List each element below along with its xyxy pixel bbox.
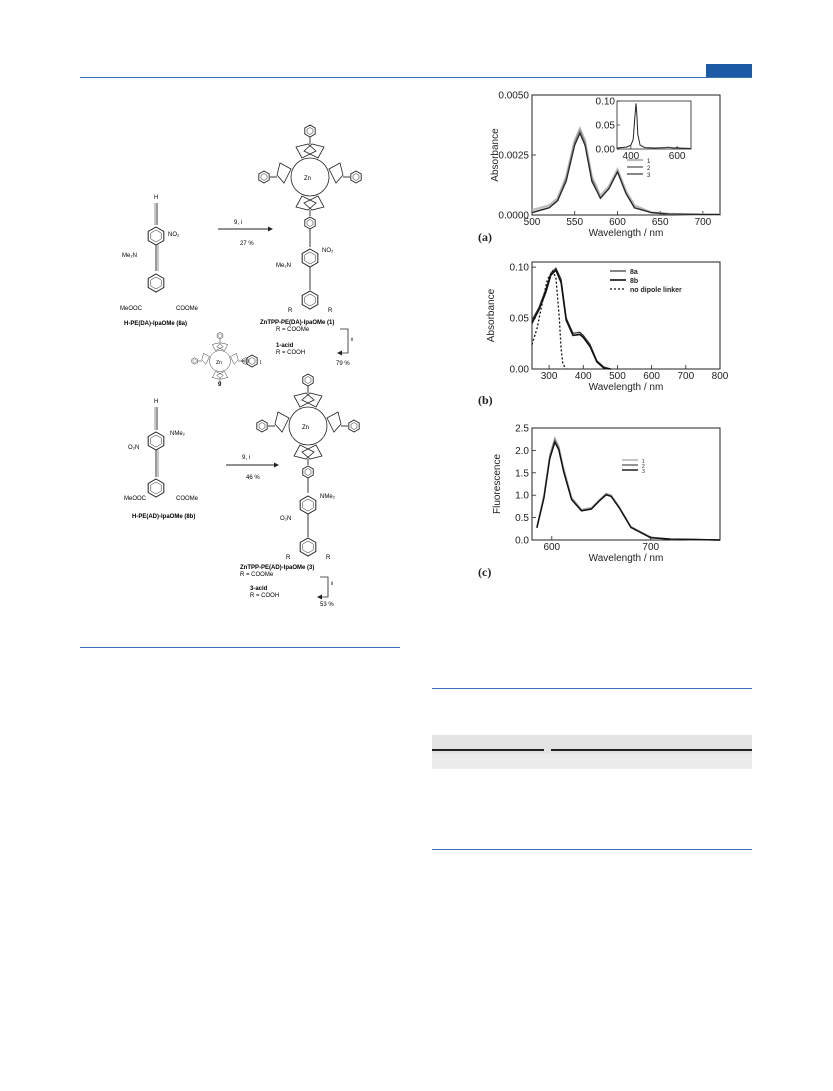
x-tick-label: 700 <box>694 217 712 228</box>
x-tick-label: 650 <box>651 217 669 228</box>
x-tick-label: 700 <box>642 542 660 553</box>
label-8a: H-PE(DA)-IpaOMe (8a) <box>124 321 188 327</box>
y-axis-label: Absorbance <box>486 288 497 343</box>
group-o2n: O₂N <box>128 445 140 451</box>
y-tick-label: 0.0000 <box>498 210 529 222</box>
legend-label: 8a <box>630 269 638 276</box>
x-tick-label: 400 <box>574 371 592 382</box>
table-top-rule <box>432 688 752 689</box>
group-o2n-p3: O₂N <box>280 516 292 522</box>
label-3-acid-r: R = COOH <box>250 593 280 599</box>
y-tick-label: 2.0 <box>515 445 529 457</box>
y-tick-label: 0.0050 <box>498 90 529 102</box>
y-tick-label: 0.0 <box>515 535 529 547</box>
group-r-4: R <box>326 555 331 561</box>
group-r-3: R <box>286 555 291 561</box>
table-header-rule-1 <box>432 749 544 751</box>
group-no2: NO₂ <box>168 232 180 238</box>
group-r-1: R <box>288 308 293 314</box>
panel-label-c: (c) <box>478 565 492 579</box>
x-tick-label: 500 <box>523 217 541 228</box>
label-3-r: R = COOMe <box>240 572 274 578</box>
group-r-2: R <box>328 308 333 314</box>
absorbance-chart-b <box>470 252 730 397</box>
table-header-rule-2 <box>551 749 752 751</box>
compound-8a <box>120 195 199 327</box>
y-tick-label: 0.5 <box>515 513 529 525</box>
step-ii-arrow-2 <box>250 577 334 608</box>
header-rule <box>80 77 752 78</box>
series-line-8a <box>532 268 611 369</box>
compound-1 <box>259 125 361 333</box>
inset-y-tick-label: 0.10 <box>595 96 615 108</box>
legend-label: 2 <box>642 464 645 470</box>
x-tick-label: 500 <box>609 371 626 382</box>
reaction-arrow-2 <box>226 455 279 481</box>
yield-label-1: 27 % <box>240 241 254 247</box>
reagent-label-1: 9, i <box>234 220 243 226</box>
page-number-tab <box>706 64 752 77</box>
group-h-2: H <box>154 399 159 405</box>
table-row <box>432 754 752 769</box>
series-line-3 <box>537 442 720 540</box>
x-tick-label: 600 <box>609 217 626 228</box>
yield-label-4: 53 % <box>320 602 334 608</box>
reaction-arrow-1 <box>218 220 273 247</box>
group-nme2-p3: NMe₂ <box>320 494 335 500</box>
label-8b: H-PE(AD)-IpaOMe (8b) <box>132 514 196 520</box>
group-me2n: Me₂N <box>122 253 137 259</box>
x-tick-label: 600 <box>643 371 660 382</box>
x-tick-label: 800 <box>711 371 729 382</box>
inset-y-tick-label: 0.05 <box>595 120 615 132</box>
label-3: ZnTPP-PE(AD)-IpaOMe (3) <box>240 565 315 571</box>
compound-9 <box>192 332 262 388</box>
legend-label: no dipole linker <box>630 287 682 294</box>
legend-label: 1 <box>642 459 645 465</box>
label-1-acid: 1-acid <box>276 343 294 349</box>
x-tick-label: 300 <box>540 371 558 382</box>
y-axis-label: Fluorescence <box>492 453 503 515</box>
inset-y-tick-label: 0.00 <box>595 144 615 156</box>
step-ii-label-1: ii <box>351 337 354 343</box>
group-h: H <box>154 195 159 201</box>
series-line-8b <box>532 270 611 369</box>
x-axis-label: Wavelength / nm <box>588 553 664 564</box>
x-tick-label: 550 <box>566 217 584 228</box>
label-9: 9 <box>218 382 222 388</box>
table-bottom-rule <box>432 849 752 850</box>
inset-x-tick-label: 600 <box>668 151 686 162</box>
compound-8b <box>124 399 199 520</box>
y-tick-label: 0.00 <box>509 364 529 376</box>
group-meooc-2: MeOOC <box>124 496 147 502</box>
zn-label-1: Zn <box>304 176 312 182</box>
label-1: ZnTPP-PE(DA)-IpaOMe (1) <box>260 320 335 326</box>
y-tick-label: 1.5 <box>515 468 529 480</box>
left-column-rule <box>80 647 400 648</box>
group-coome-1: COOMe <box>176 306 199 312</box>
reagent-label-2: 9, i <box>242 455 251 461</box>
step-ii-arrow-1 <box>276 329 353 367</box>
label-1-acid-r: R = COOH <box>276 350 306 356</box>
series-line-2 <box>537 441 720 541</box>
absorbance-chart-a <box>470 85 730 240</box>
group-coome-2: COOMe <box>176 496 199 502</box>
group-i: I <box>260 360 262 366</box>
synthesis-scheme <box>110 85 420 615</box>
y-tick-label: 0.10 <box>509 262 529 274</box>
zn-label-3: Zn <box>302 425 310 431</box>
zn-label-9: Zn <box>216 360 222 366</box>
x-axis-label: Wavelength / nm <box>588 228 664 239</box>
yield-label-3: 46 % <box>246 475 260 481</box>
panel-label-a: (a) <box>478 230 492 244</box>
x-tick-label: 600 <box>543 542 561 553</box>
x-axis-label: Wavelength / nm <box>588 382 664 393</box>
group-no2-p1: NO₂ <box>322 248 334 254</box>
y-tick-label: 0.05 <box>509 313 529 325</box>
label-1-r: R = COOMe <box>276 327 310 333</box>
plot-frame <box>532 428 720 540</box>
group-me2n-p1: Me₂N <box>276 263 291 269</box>
fluorescence-chart-c <box>470 420 730 570</box>
group-nme2: NMe₂ <box>170 431 185 437</box>
legend-label: 1 <box>647 159 651 165</box>
inset-frame <box>617 101 691 149</box>
legend-label: 8b <box>630 278 639 285</box>
panel-label-b: (b) <box>478 393 493 407</box>
y-tick-label: 1.0 <box>515 490 529 502</box>
yield-label-2: 79 % <box>336 361 350 367</box>
legend-label: 2 <box>647 166 651 172</box>
group-meooc-1: MeOOC <box>120 306 143 312</box>
inset-x-tick-label: 400 <box>622 151 640 162</box>
label-3-acid: 3-acid <box>250 586 268 592</box>
legend-label: 3 <box>647 173 651 179</box>
y-axis-label: Absorbance <box>490 128 501 182</box>
y-tick-label: 0.0025 <box>498 150 529 162</box>
step-ii-label-2: ii <box>331 581 334 587</box>
y-tick-label: 2.5 <box>515 423 529 435</box>
x-tick-label: 700 <box>677 371 695 382</box>
legend-label: 3 <box>642 469 645 475</box>
